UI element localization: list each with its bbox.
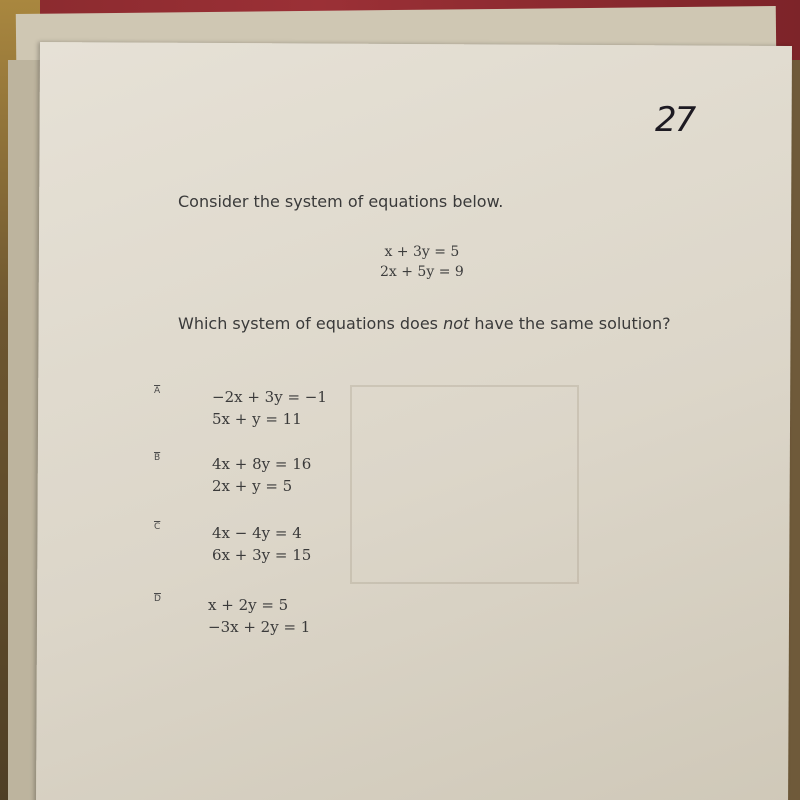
choice-equations — [212, 522, 311, 566]
choice-equation-2: 2x + y = 5 — [212, 477, 293, 495]
choice-letter: $\overline{B}$ — [154, 453, 161, 463]
choice-letter: $\overline{C}$ — [154, 522, 161, 532]
choice-equation-1: 4x − 4y = 4 — [212, 524, 302, 542]
question-before: Which system of equations does — [178, 314, 444, 333]
choice-letter: $\overline{D}$ — [154, 594, 161, 604]
choice-equation-2: 5x + y = 11 — [212, 410, 302, 428]
choice-equation-2: −3x + 2y = 1 — [208, 618, 311, 636]
choice-equation-2: 6x + 3y = 15 — [212, 546, 312, 564]
choice-equation-1: x + 2y = 5 — [208, 596, 289, 614]
question-after: have the same solution? — [469, 314, 671, 333]
given-equation-2: 2x + 5y = 9 — [380, 264, 464, 280]
bleed-through-box — [350, 385, 579, 584]
choice-equations — [208, 594, 310, 638]
choice-equation-1: 4x + 8y = 16 — [212, 455, 312, 473]
choice-equations — [212, 386, 327, 430]
choice-equations — [212, 453, 311, 497]
question-emphasis: not — [443, 314, 470, 333]
given-equation-1: x + 3y = 5 — [384, 244, 460, 260]
handwritten-page-number: 27 — [655, 100, 695, 140]
question-text — [178, 313, 678, 334]
choice-letter: $\overline{A}$ — [154, 386, 161, 396]
given-system — [380, 242, 464, 282]
prompt-text: Consider the system of equations below. — [178, 192, 504, 211]
choice-equation-1: −2x + 3y = −1 — [212, 388, 327, 406]
